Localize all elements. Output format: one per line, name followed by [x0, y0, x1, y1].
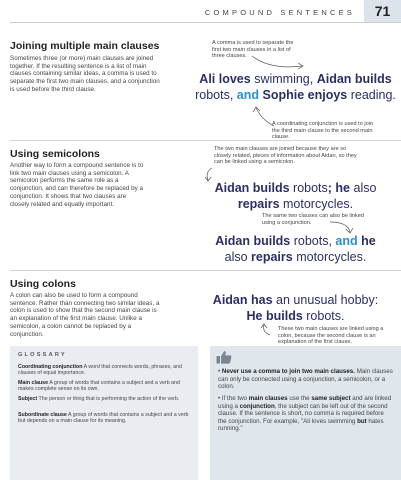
- body-semicolons: Another way to form a compound sentence is to link two main clauses using a semicolon. A semicolon performs the same role as a conjunction, and can therefore be replaced by a conjunction. It shows that two clauses are closely related and equally important.: [10, 162, 144, 208]
- glossary-item: [18, 396, 194, 402]
- ex-aidan: Aidan: [212, 293, 248, 307]
- tip-conjunction: conjunction: [239, 402, 275, 410]
- ex-he-2: he: [361, 234, 376, 248]
- example-conjunction: [190, 233, 401, 265]
- tip-subject-text-5: hates running.": [218, 417, 384, 432]
- tip-subject-text-1: If the two: [221, 395, 249, 402]
- tip-same-subject: same subject: [311, 395, 351, 402]
- section-divider-2: [10, 270, 401, 271]
- glossary-box: [10, 346, 198, 480]
- ex-motorcycles: motorcycles.: [279, 197, 354, 211]
- example-semicolon-line-2: [190, 196, 401, 212]
- tip-subject: • If the two main clauses use the same subject and are linked using a conjunction, the subject can be left out of the second clause. If the sentence is short, no comma is required before the conjunction. For example, "Ali loves swimming but hates running.": [218, 395, 392, 432]
- note-comma: A comma is used to separate the first two main clauses in a list of three clauses.: [212, 40, 294, 60]
- ex-repairs: repairs: [237, 197, 280, 211]
- glossary-item: [18, 380, 194, 393]
- ex-and: and: [236, 88, 260, 102]
- body-colons: A colon can also be used to form a compound sentence. Rather than connecting two similar ideas, a colon is used to show that the second main clause is an explanation of the first main clause. Unlike a semicolon, a colon cannot be replaced by a conjunction.: [10, 292, 160, 338]
- arrow-colon: [258, 323, 276, 337]
- ex-unusual-hobby: an unusual hobby:: [272, 293, 379, 307]
- ex-aidan-builds: Aidan builds: [316, 72, 392, 86]
- example-colon-line-1: [190, 292, 401, 308]
- ex-builds: builds: [265, 309, 303, 323]
- glossary-term: Coordinating conjunction: [18, 364, 83, 370]
- heading-semicolons: Using semicolons: [10, 148, 100, 160]
- example-semicolon: [190, 180, 401, 212]
- ex-he-3: He: [246, 309, 263, 323]
- glossary-term: Subordinate clause: [18, 412, 67, 418]
- ex-reading: reading.: [347, 88, 396, 102]
- section-divider-1: [10, 140, 401, 141]
- page-number: 71: [364, 0, 401, 22]
- glossary-def: The person or thing that is performing the action of the verb.: [37, 396, 180, 402]
- glossary-def: A group of words that contains a subject and a verb but depends on a main clause for its meaning.: [18, 412, 189, 425]
- ex-he: he: [335, 181, 351, 195]
- ex-swimming: swimming,: [250, 72, 317, 86]
- header-divider: [10, 22, 401, 23]
- tip-subject-text-2: use the: [287, 395, 312, 402]
- ex-semicolon: ;: [327, 181, 336, 195]
- ex-has: has: [251, 293, 273, 307]
- note-semicolon: The two main clauses are joined because they are so closely related, pieces of information about Aidan, so they can be linked using a semicolon.: [214, 146, 357, 166]
- glossary-title: GLOSSARY: [18, 352, 67, 358]
- tip-main-clauses: main clauses: [248, 395, 288, 402]
- ex-repairs-2: repairs: [251, 250, 293, 264]
- example-line-2: [190, 87, 401, 103]
- example-conjunction-line-2: [190, 249, 401, 265]
- example-semicolon-line-1: [190, 180, 401, 196]
- ex-also-2: also: [224, 250, 252, 264]
- ex-motorcycles-2: motorcycles.: [292, 250, 367, 264]
- glossary-item: [18, 364, 194, 377]
- ex-robots-4: robots.: [302, 309, 345, 323]
- tip-subject-text-3: and are linked using a: [218, 395, 392, 410]
- example-conjunction-line-1: [190, 233, 401, 249]
- heading-colons: Using colons: [10, 278, 76, 290]
- tip-commas: • Never use a comma to join two main clauses. Main clauses can only be connected using a conjunction, a semicolon, or a colon.: [218, 368, 393, 390]
- tip-subject-text-4: , the subject can be left out of the second clause. If the sentence is short, no comma is required before the conjunction. For example, "Ali loves swimming: [218, 402, 388, 425]
- tip-commas-text: Main clauses can only be connected using a conjunction, a semicolon, or a colon.: [218, 368, 393, 390]
- ex-also: also: [350, 181, 377, 195]
- glossary-def: A group of words that contains a subject and a verb and makes complete sense on its own.: [18, 380, 180, 393]
- note-colon: These two main clauses are linked using a colon, because the second clause is an explanation of the first clause.: [278, 326, 384, 346]
- example-colon: [190, 292, 401, 324]
- tip-but: but: [357, 417, 367, 425]
- ex-aidan-builds-3: Aidan builds: [215, 234, 291, 248]
- glossary-item: [18, 412, 194, 425]
- heading-multiple-main-clauses: Joining multiple main clauses: [10, 40, 160, 52]
- ex-robots: robots,: [195, 88, 237, 102]
- note-same-clauses: The same two clauses can also be linked using a conjunction.: [262, 213, 364, 226]
- tips-box: [210, 346, 401, 480]
- glossary-term: Subject: [18, 396, 38, 402]
- note-coordinating-conjunction: A coordinating conjunction is used to join the third main clause to the second main clause.: [272, 121, 374, 141]
- body-multiple-main-clauses: Sometimes three (or more) main clauses are joined together. If the resulting sentence is a list of main clauses containing similar ideas, a comma is used to separate the first two main clauses, and a conjunction is used before the third clause.: [10, 55, 160, 93]
- ex-robots-3: robots,: [290, 234, 336, 248]
- thumbs-up-icon: [216, 350, 232, 364]
- ex-aidan-builds-2: Aidan builds: [214, 181, 290, 195]
- ex-and-2: and: [335, 234, 358, 248]
- tip-commas-bold: Never use a comma to join two main clauses.: [221, 368, 355, 375]
- example-line-1: [190, 71, 401, 87]
- example-colon-line-2: [190, 308, 401, 324]
- running-header: COMPOUND SENTENCES: [204, 8, 355, 17]
- glossary-def: A word that connects words, phrases, and clauses of equal importance.: [18, 364, 182, 377]
- ex-sophie-enjoys: Sophie enjoys: [262, 88, 348, 102]
- example-three-clauses: [190, 71, 401, 103]
- ex-robots-2: robots: [289, 181, 328, 195]
- glossary-term: Main clause: [18, 380, 49, 386]
- ex-ali-loves: Ali loves: [199, 72, 251, 86]
